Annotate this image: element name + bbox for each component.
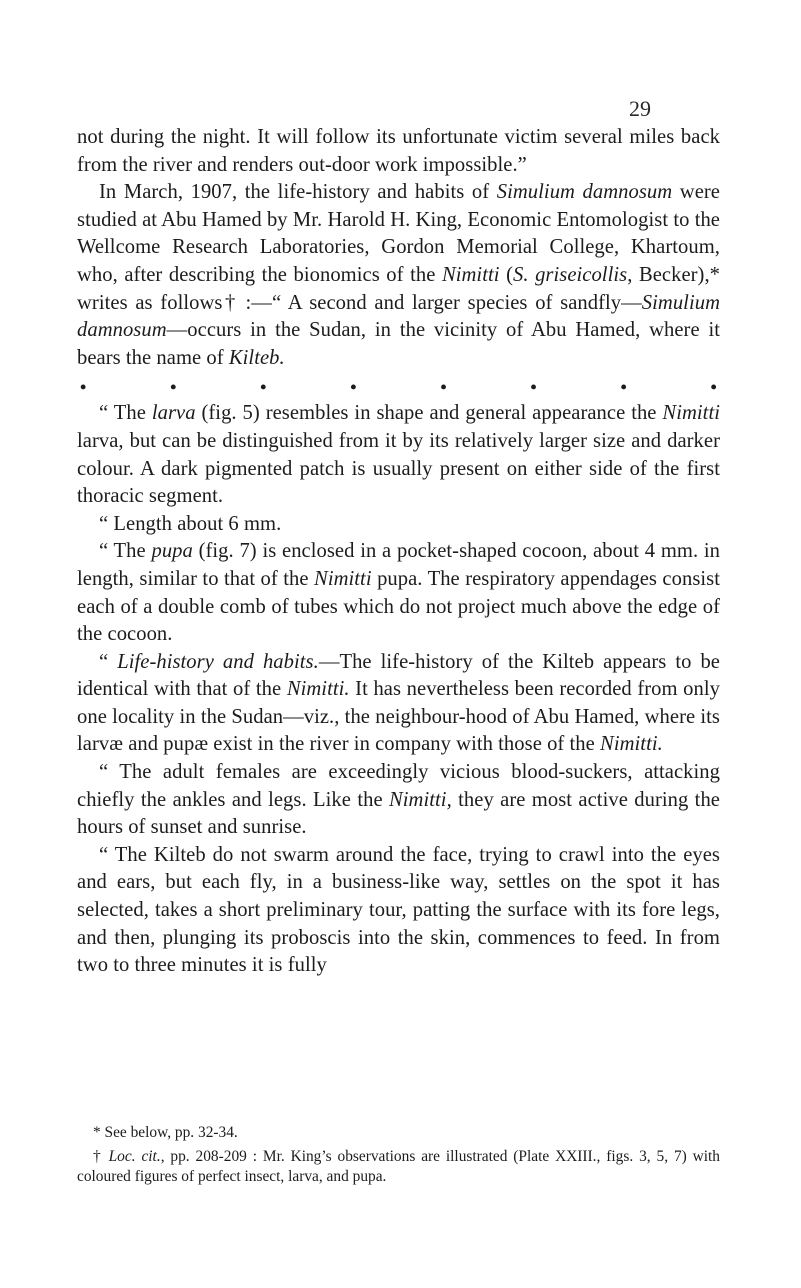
italic-run: Simulium damnosum [496,181,673,204]
text-run: “ The Kilteb do not swarm around the face, trying to crawl into the eyes and ears, but each fly, in a business-like way, settles on the spot it has selected, takes a short preliminary tour, patting the surface with its fore legs, and then, plunging its proboscis into the skin, commences to feed. In from two to three minutes it is fully [77,843,720,977]
italic-run: Nimitti [441,263,500,286]
italic-run: Life-history and habits. [117,650,319,673]
footnotes [77,1123,720,1191]
footnote [77,1123,720,1143]
text-run: they are most active during the hours of sunset and sunrise. [77,788,720,839]
text-run: * See below, pp. 32-34. [93,1124,238,1141]
paragraph [77,124,720,179]
italic-run: pupa [151,540,193,563]
text-run: were studied at Abu Hamed by Mr. Harold H. King, Economic Entomologist to the Wellcome Research Laboratories, Gordon Memorial College, Khartoum, who, after describing the bionomics of the [77,181,720,286]
italic-run: Nimitti [314,567,372,590]
text-run: “ The [99,540,152,563]
paragraph [77,179,720,372]
italic-run: Loc. cit. [108,1148,161,1165]
text-run: “ The adult females are exceedingly vicious blood-suckers, attacking chiefly the ankles and legs. Like the [77,761,720,811]
paragraph [77,511,720,539]
text-run: In March, 1907, the life-history and habits of [99,181,497,204]
ellipsis-dot: • [440,377,447,398]
text-run: —The life-history of the Kilteb appears to be identical with that of the [77,650,720,701]
ellipsis-dot: • [350,377,357,398]
italic-run: Kilteb. [228,346,285,369]
text-run: “ [99,650,118,673]
ellipsis-dot: • [170,377,177,398]
text-run: It has nevertheless been recorded from only one locality in the Sudan—viz., the neighbour-hood of Abu Hamed, where its larvæ and pupæ exist in the river in company with those of the [77,678,720,756]
text-run: , pp. 208-209 : Mr. King’s observations are illustrated (Plate XXIII., figs. 3, 5, 7) with coloured figures of perfect insect, larva, and pupa. [77,1148,721,1185]
ellipsis-dot: • [710,377,717,398]
text-run: (fig. 7) is enclosed in a pocket-shaped cocoon, about 4 mm. in length, similar to that of the [77,540,721,590]
body-text [77,124,720,980]
text-run: pupa. The respiratory appendages consist each of a double comb of tubes which do not project much above the edge of the cocoon. [77,567,720,646]
italic-run: Nimitti. [286,678,350,701]
text-run: larva, but can be distinguished from it by its relatively larger size and darker colour. A dark pigmented patch is usually present on either side of the first thoracic segment. [77,429,720,508]
footnote [77,1147,720,1187]
italic-run: Nimitti [662,402,720,425]
paragraph [77,400,720,510]
text-run: “ The [99,402,152,425]
text-run: “ Length about 6 mm. [99,512,282,535]
text-run: —occurs in the Sudan, in the vicinity of Abu Hamed, where it bears the name of [77,319,720,369]
italic-run: Nimitti. [600,733,663,756]
ellipsis-dot: • [530,377,537,398]
ellipsis-dot: • [620,377,627,398]
ellipsis-dot: • [260,377,267,398]
paragraph [77,538,720,648]
text-run: ( [499,263,513,286]
italic-run: Nimitti, [389,788,452,811]
italic-run: S. griseicollis [512,263,628,286]
paragraph [77,759,720,842]
text-run: (fig. 5) resembles in shape and general appearance the [195,402,663,425]
page-number: 29 [629,96,651,121]
text-run: , Becker),* writes as follows† :—“ A second and larger species of sandfly— [77,263,721,314]
text-run: not during the night. It will follow its unfortunate victim several miles back from the river and renders out-door work impossible.” [77,126,720,176]
paragraph [77,649,720,759]
paragraph [77,842,720,980]
italic-run: Simulium damnosum [77,291,720,342]
italic-run: larva [151,402,196,425]
ellipsis-dot: • [80,377,87,398]
text-run: † [93,1148,109,1165]
ellipsis-row [77,374,720,400]
